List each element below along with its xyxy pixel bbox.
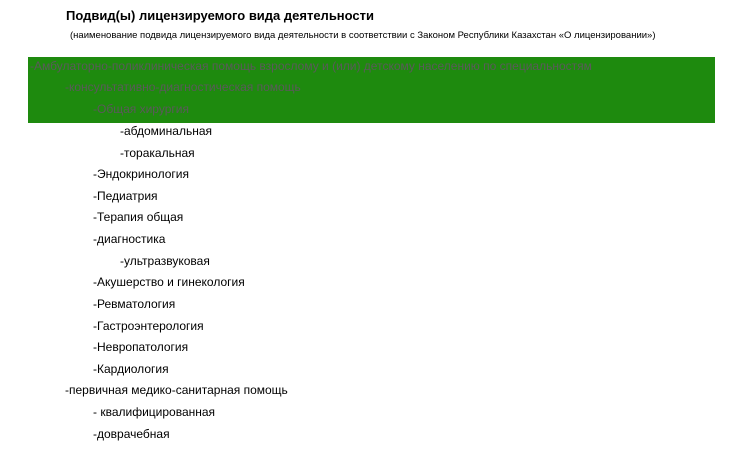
list-item-neuropathology[interactable] bbox=[93, 337, 188, 357]
list-item-label: консультативно-диагностическая помощь bbox=[69, 80, 301, 94]
dash-marker: - bbox=[93, 405, 97, 419]
list-item-label: Эндокринология bbox=[97, 167, 189, 181]
dash-marker: - bbox=[93, 297, 97, 311]
list-item-endocrinology[interactable] bbox=[93, 164, 189, 184]
page-subtitle: (наименование подвида лицензируемого вида деятельности в соответствии с Законом Республики Казахстан «О лицензировании») bbox=[70, 30, 656, 41]
list-item-ultrasound[interactable] bbox=[120, 251, 210, 271]
dash-marker: - bbox=[93, 210, 97, 224]
list-item-cardiology[interactable] bbox=[93, 359, 169, 379]
list-item-obstetrics[interactable] bbox=[93, 272, 245, 292]
dash-marker: - bbox=[93, 167, 97, 181]
list-item-pre-medical[interactable] bbox=[93, 424, 170, 444]
dash-marker: - bbox=[65, 80, 69, 94]
list-item-label: Невропатология bbox=[97, 340, 189, 354]
list-item-label: доврачебная bbox=[97, 427, 170, 441]
list-item-label: абдоминальная bbox=[124, 124, 212, 138]
dash-marker: - bbox=[93, 362, 97, 376]
list-item-general-surgery[interactable] bbox=[93, 99, 189, 119]
dash-marker: - bbox=[120, 146, 124, 160]
list-item-gastroenterology[interactable] bbox=[93, 316, 204, 336]
dash-marker: - bbox=[93, 427, 97, 441]
list-item-label: первичная медико-санитарная помощь bbox=[69, 383, 288, 397]
list-item-label: Гастроэнтерология bbox=[97, 319, 204, 333]
list-item-label: Ревматология bbox=[97, 297, 176, 311]
list-item-label: Общая хирургия bbox=[97, 102, 189, 116]
dash-marker: - bbox=[93, 275, 97, 289]
dash-marker: - bbox=[93, 340, 97, 354]
list-item-label: квалифицированная bbox=[97, 405, 216, 419]
list-item-thoracic[interactable] bbox=[120, 143, 195, 163]
list-item-label: ультразвуковая bbox=[124, 254, 210, 268]
list-item-label: Амбулаторно-поликлиническая помощь взрослому и (или) детскому населению по специальностям bbox=[34, 59, 592, 73]
list-item-label: Терапия общая bbox=[97, 210, 184, 224]
dash-marker: - bbox=[93, 102, 97, 116]
dash-marker: - bbox=[120, 124, 124, 138]
dash-marker: - bbox=[93, 232, 97, 246]
list-item-pediatrics[interactable] bbox=[93, 186, 158, 206]
list-item-diagnostics[interactable] bbox=[93, 229, 165, 249]
list-item-consultative[interactable] bbox=[65, 77, 301, 97]
dash-marker: - bbox=[93, 319, 97, 333]
list-item-qualified[interactable] bbox=[93, 402, 215, 422]
list-item-label: торакальная bbox=[124, 146, 195, 160]
list-item-label: диагностика bbox=[97, 232, 166, 246]
list-item-label: Акушерство и гинекология bbox=[97, 275, 245, 289]
list-item-rheumatology[interactable] bbox=[93, 294, 175, 314]
dash-marker: - bbox=[120, 254, 124, 268]
dash-marker: - bbox=[30, 59, 34, 73]
list-item-ambulatory[interactable] bbox=[30, 56, 592, 76]
dash-marker: - bbox=[65, 383, 69, 397]
list-item-general-therapy[interactable] bbox=[93, 207, 183, 227]
list-item-label: Педиатрия bbox=[97, 189, 158, 203]
dash-marker: - bbox=[93, 189, 97, 203]
page-title: Подвид(ы) лицензируемого вида деятельности bbox=[66, 8, 375, 23]
list-item-label: Кардиология bbox=[97, 362, 169, 376]
list-item-abdominal[interactable] bbox=[120, 121, 212, 141]
list-item-primary-care[interactable] bbox=[65, 380, 288, 400]
